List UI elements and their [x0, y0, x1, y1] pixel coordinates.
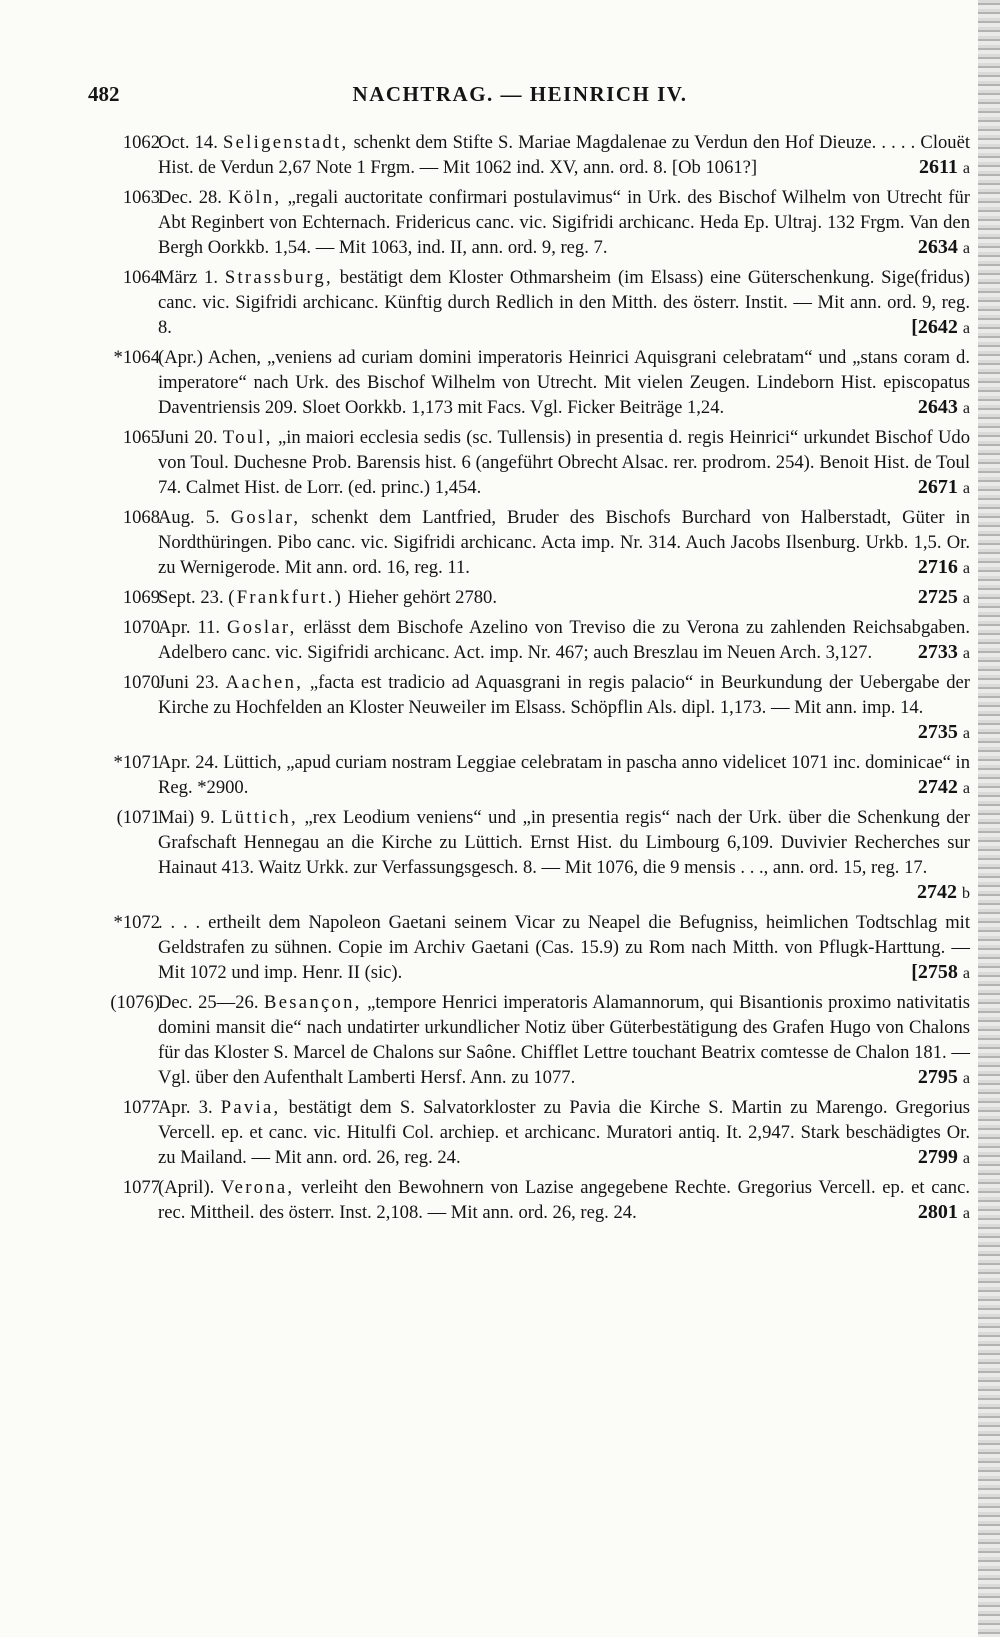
entry-year: 1069 — [122, 587, 160, 608]
entry-place: (Frankfurt.) — [228, 587, 344, 608]
regest-entry — [84, 345, 970, 421]
regest-number-value: 2634 — [917, 236, 958, 258]
regest-number-suffix: a — [962, 780, 970, 797]
entry-place: Köln, — [228, 187, 282, 208]
regest-number — [918, 585, 970, 611]
entry-body — [158, 670, 970, 746]
regest-number-value: 2671 — [917, 476, 958, 498]
regesta-list — [84, 130, 970, 1230]
regest-entry — [84, 750, 970, 801]
entry-date: Juni 23. — [158, 672, 219, 693]
entry-place: Lüttich, — [221, 807, 298, 828]
entry-body — [158, 130, 970, 181]
regest-entry — [84, 585, 970, 611]
regest-number-suffix: a — [962, 560, 970, 577]
page-number: 482 — [88, 82, 120, 106]
regest-number-value: [2642 — [911, 316, 958, 338]
regest-number-suffix: a — [962, 320, 970, 337]
regest-entry — [84, 1175, 970, 1226]
regest-number-value: 2742 — [917, 776, 958, 798]
regest-number — [918, 720, 970, 746]
entry-date: (April). — [158, 1177, 215, 1198]
entry-text: „tempore Henrici imperatoris Alamannorum, qui Bisantionis proximo nativitatis domini mansit die“ nach undatirter urkundlicher Notiz über Güterbestätigung des Grafen Hugo von Chalons für das Kloster S. Marcel de Chalons sur Saône. Chifflet Lettre touchant Beatrix comtesse de Chalon 181. — Vgl. über den Aufenthalt Lamberti Hersf. Ann. zu 1077. — [158, 992, 971, 1088]
entry-body — [158, 425, 970, 501]
regest-number-suffix: a — [962, 1205, 970, 1222]
entry-date: März 1. — [158, 267, 218, 288]
entry-place: Besançon, — [264, 992, 362, 1013]
regest-number-suffix: a — [962, 590, 970, 607]
page-header — [0, 82, 1000, 114]
entry-place: Pavia, — [220, 1097, 281, 1118]
regest-number-value: 2716 — [917, 556, 958, 578]
entry-year: 1063 — [122, 187, 160, 208]
entry-place: Verona, — [220, 1177, 295, 1198]
regest-number-suffix: a — [962, 240, 970, 257]
regest-number — [918, 475, 970, 501]
entry-date: Dec. 28. — [158, 187, 222, 208]
entry-year: (1071 — [116, 807, 160, 828]
entry-text: „in maiori ecclesia sedis (sc. Tullensis) in presentia d. regis Heinrici“ urkundet Bischof Udo von Toul. Duchesne Prob. Barensis hist. 6 (angeführt Obrecht Alsac. rer. prodrom. 254). Benoit Hist. de Toul 74. Calmet Hist. de Lorr. (ed. princ.) 1,454. — [158, 427, 970, 498]
regest-number-value: 2733 — [917, 641, 958, 663]
entry-place: Goslar, — [227, 617, 297, 638]
entry-year: *1071 — [113, 752, 160, 773]
regest-number — [918, 395, 970, 421]
entry-date: Mai) 9. — [158, 807, 215, 828]
entry-text: „facta est tradicio ad Aquasgrani in regis palacio“ in Beurkundung der Uebergabe der Kirche zu Hochfelden an Kloster Neuweiler im Elsass. Schöpflin Als. dipl. 1,173. — Mit ann. imp. 14. — [158, 672, 970, 718]
entry-date: Apr. 3. — [158, 1097, 213, 1118]
entry-body — [158, 910, 970, 986]
regest-entry — [84, 990, 970, 1091]
entry-year: (1076) — [110, 992, 160, 1013]
regest-number-value: 2799 — [917, 1146, 958, 1168]
entry-date: Juni 20. — [158, 427, 218, 448]
regest-entry — [84, 130, 970, 181]
entry-year: *1072 — [113, 912, 160, 933]
entry-place: Aachen, — [225, 672, 304, 693]
entry-text: Achen, „veniens ad curiam domini imperatoris Heinrici Aquisgrani celebratam“ und „stans coram d. imperatore“ nach Urk. des Bischof Wilhelm von Utrecht. Mit vielen Zeugen. Lindeborn Hist. episcopatus Daventriensis 209. Sloet Oorkkb. 1,173 mit Facs. Vgl. Ficker Beiträge 1,24. — [158, 347, 970, 418]
regest-number — [918, 1200, 970, 1226]
entry-text: „rex Leodium veniens“ und „in presentia regis“ nach der Urk. über die Schenkung der Grafschaft Hennegau an die Kirche zu Lüttich. Ernst Hist. du Limbourg 6,109. Duvivier Recherches sur Hainaut 413. Waitz Urkk. zur Verfassungsgesch. 8. — Mit 1076, die 9 mensis . . ., ann. ord. 15, reg. 17. — [158, 807, 970, 878]
regest-entry — [84, 185, 970, 261]
entry-place: Goslar, — [230, 507, 301, 528]
regest-entry — [84, 805, 970, 906]
entry-year: 1062 — [122, 132, 160, 153]
entry-body — [158, 750, 970, 801]
entry-body — [158, 345, 970, 421]
entry-text: bestätigt dem Kloster Othmarsheim (im Elsass) eine Güterschenkung. Sige(fridus) canc. vic. Sigifridi archicanc. Künftig durch Redlich in den Mitth. des österr. Instit. — Mit ann. ord. 9, reg. 8. — [158, 267, 970, 338]
entry-date: Oct. 14. — [158, 132, 218, 153]
regest-number — [918, 1145, 970, 1171]
regest-number-value: 2643 — [917, 396, 958, 418]
entry-text: Lüttich, „apud curiam nostram Leggiae celebratam in pascha anno videlicet 1071 inc. dominicae“ in Reg. *2900. — [158, 752, 970, 798]
regest-number — [919, 155, 970, 181]
regest-number-suffix: a — [962, 725, 970, 742]
regest-number — [918, 775, 970, 801]
entry-date: Sept. 23. — [158, 587, 224, 608]
regest-number-suffix: b — [962, 885, 970, 902]
regest-entry — [84, 910, 970, 986]
entry-body — [158, 805, 970, 906]
regest-number-suffix: a — [962, 480, 970, 497]
entry-body — [158, 505, 970, 581]
entry-year: 1077 — [122, 1177, 160, 1198]
regest-number-value: 2735 — [917, 721, 958, 743]
entry-body — [158, 185, 970, 261]
regest-number — [917, 880, 970, 906]
entry-text: schenkt dem Lantfried, Bruder des Bischofs Burchard von Halberstadt, Güter in Nordthüringen. Pibo canc. vic. Sigifridi archicanc. Acta imp. Nr. 314. Auch Jacobs Ilsenburg. Urkb. 1,5. Or. zu Wernigerode. Mit ann. ord. 16, reg. 11. — [158, 507, 971, 578]
entry-body — [158, 1175, 970, 1226]
regest-number — [918, 640, 970, 666]
entry-place: Strassburg, — [224, 267, 333, 288]
regest-entry — [84, 425, 970, 501]
regest-number-value: 2801 — [917, 1201, 958, 1223]
entry-year: *1064 — [113, 347, 160, 368]
entry-date: Dec. 25—26. — [158, 992, 259, 1013]
entry-text: „regali auctoritate confirmari postulavimus“ in Urk. des Bischof Wilhelm von Utrecht für Abt Reginbert von Echternach. Fridericus canc. vic. Sigifridi archicanc. Heda Ep. Ultraj. 132 Frgm. Van den Bergh Oorkkb. 1,54. — Mit 1063, ind. II, ann. ord. 9, reg. 7. — [158, 187, 970, 258]
entry-year: 1068 — [122, 507, 160, 528]
regest-number-suffix: a — [962, 400, 970, 417]
entry-body — [158, 265, 970, 341]
entry-date: . . . . — [158, 912, 201, 933]
entry-year: 1070 — [122, 672, 160, 693]
entry-year: 1070 — [122, 617, 160, 638]
running-head: NACHTRAG. — HEINRICH IV. — [352, 82, 688, 106]
entry-year: 1065 — [122, 427, 160, 448]
regest-entry — [84, 1095, 970, 1171]
regest-entry — [84, 265, 970, 341]
regest-number — [918, 555, 970, 581]
entry-text: Hieher gehört 2780. — [347, 587, 498, 608]
regest-number — [918, 235, 970, 261]
entry-date: (Apr.) — [158, 347, 203, 368]
regest-number-value: 2725 — [917, 586, 958, 608]
entry-text: bestätigt dem S. Salvatorkloster zu Pavia die Kirche S. Martin zu Marengo. Gregorius Vercell. ep. et canc. vic. Hitulfi Col. archiep. et archicanc. Muratori antiq. It. 2,947. Stark beschädigtes Or. zu Mailand. — Mit ann. ord. 26, reg. 24. — [158, 1097, 970, 1168]
regest-number-suffix: a — [962, 160, 970, 177]
regest-number-suffix: a — [962, 645, 970, 662]
regest-number-value: [2758 — [911, 961, 958, 983]
regest-entry — [84, 615, 970, 666]
regest-entry — [84, 670, 970, 746]
regest-number-value: 2611 — [918, 156, 958, 178]
entry-date: Apr. 11. — [158, 617, 221, 638]
entry-body — [158, 990, 970, 1091]
regest-number — [918, 1065, 970, 1091]
entry-year: 1064 — [122, 267, 160, 288]
entry-date: Apr. 24. — [158, 752, 219, 773]
regest-number-value: 2742 — [917, 881, 957, 903]
entry-text: verleiht den Bewohnern von Lazise angegebene Rechte. Gregorius Vercell. ep. et canc. rec. Mittheil. des österr. Inst. 2,108. — Mit ann. ord. 26, reg. 24. — [158, 1177, 970, 1223]
entry-date: Aug. 5. — [158, 507, 220, 528]
regest-number — [911, 315, 970, 341]
entry-text: schenkt dem Stifte S. Mariae Magdalenae zu Verdun den Hof Dieuze. . . . . Clouët Hist. de Verdun 2,67 Note 1 Frgm. — Mit 1062 ind. XV, ann. ord. 8. [Ob 1061?] — [158, 132, 971, 178]
entry-place: Toul, — [222, 427, 273, 448]
entry-text: erlässt dem Bischofe Azelino von Treviso die zu Verona zu zahlenden Reichsabgaben. Adelbero canc. vic. Sigifridi archicanc. Act. imp. Nr. 467; auch Breszlau im Neuen Arch. 3,127. — [158, 617, 970, 663]
regest-number-suffix: a — [962, 1070, 970, 1087]
entry-body — [158, 585, 970, 611]
regest-number-suffix: a — [962, 965, 970, 982]
regest-entry — [84, 505, 970, 581]
entry-body — [158, 615, 970, 666]
regest-number — [911, 960, 970, 986]
regest-number-suffix: a — [962, 1150, 970, 1167]
entry-text: ertheilt dem Napoleon Gaetani seinem Vicar zu Neapel die Befugniss, heimlichen Todtschlag mit Geldstrafen zu sühnen. Copie im Archiv Gaetani (Cas. 15.9) zu Rom nach Mitth. von Pflugk-Harttung. — Mit 1072 und imp. Henr. II (sic). — [158, 912, 971, 983]
entry-year: 1077 — [122, 1097, 160, 1118]
page-edge — [978, 0, 1000, 1637]
regest-number-value: 2795 — [917, 1066, 958, 1088]
entry-place: Seligenstadt, — [222, 132, 349, 153]
entry-body — [158, 1095, 970, 1171]
